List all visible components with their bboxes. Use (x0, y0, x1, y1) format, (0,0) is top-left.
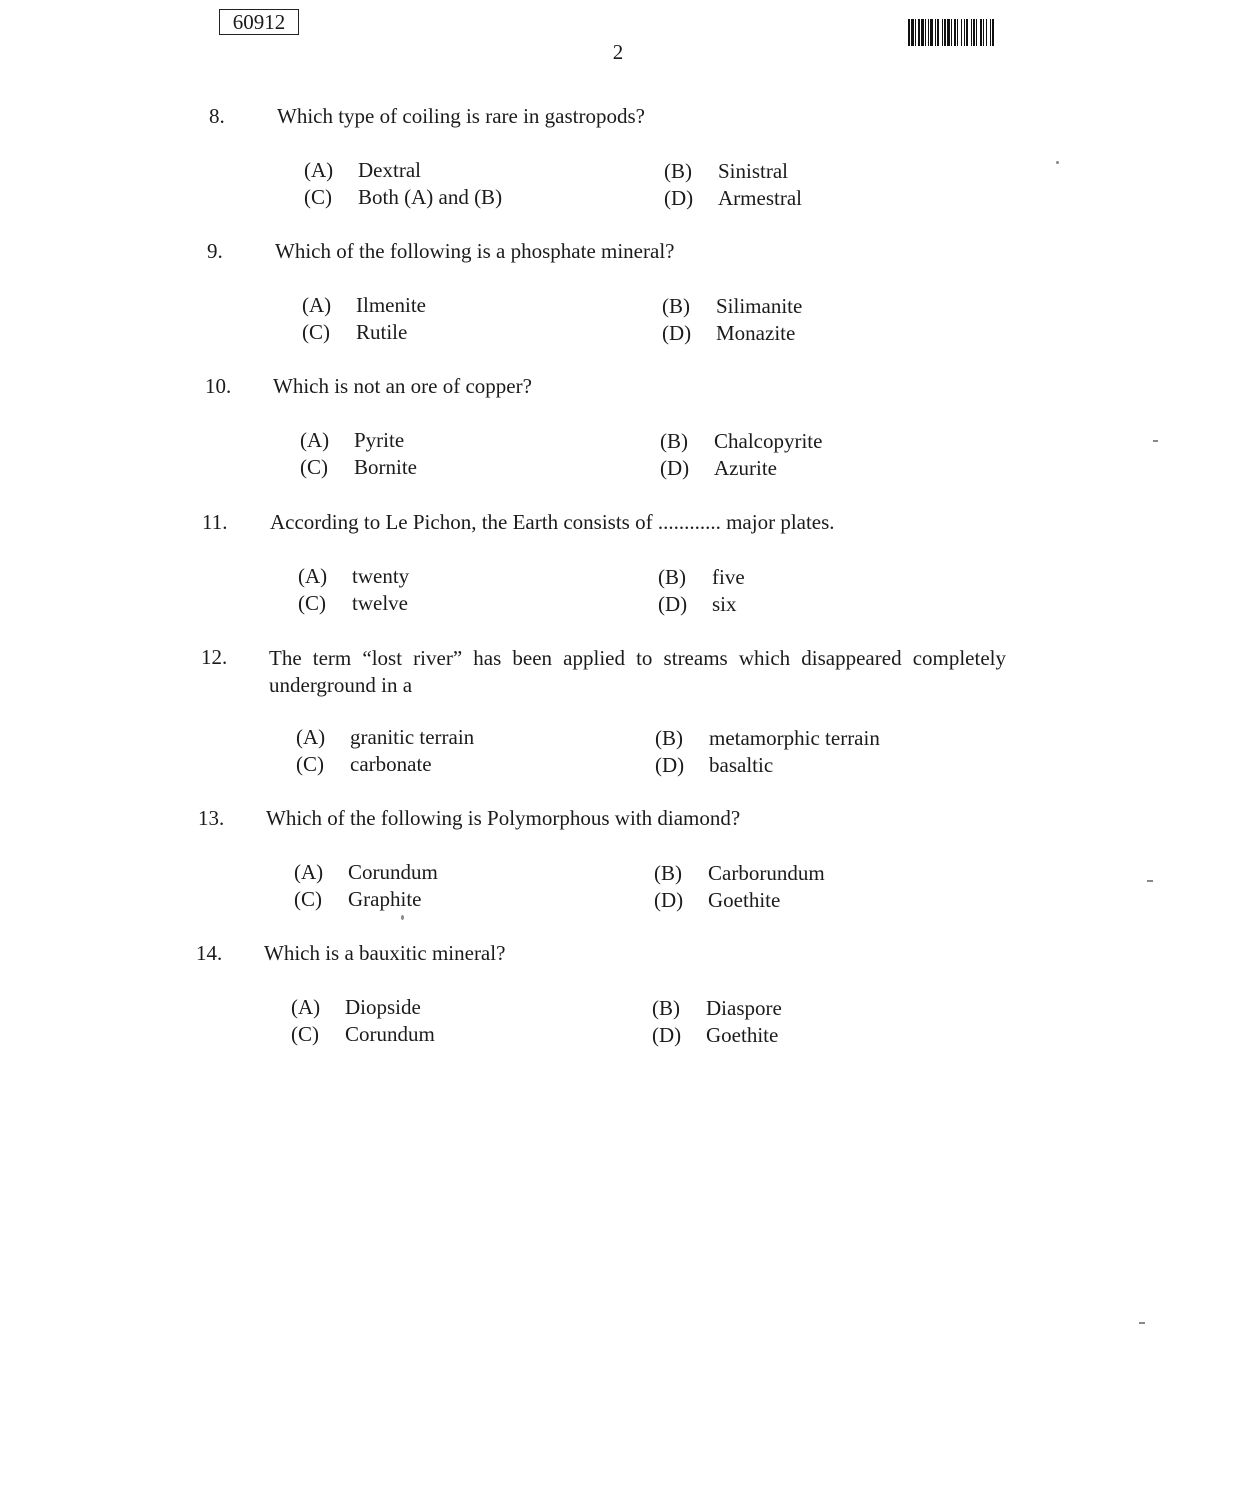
option-text: six (712, 592, 737, 616)
option-b (655, 726, 880, 751)
question-text: Which of the following is Polymorphous with diamond? (266, 806, 741, 830)
page-number: 2 (612, 40, 624, 64)
option-letter: (D) (654, 888, 684, 912)
barcode-bar (911, 19, 914, 46)
option-text: Graphite (348, 887, 422, 911)
barcode-bar (925, 19, 926, 46)
option-letter: (C) (304, 185, 332, 209)
option-d (660, 456, 777, 481)
option-text: Carborundum (708, 861, 825, 885)
question-number: 12. (201, 645, 228, 669)
option-text: Goethite (708, 888, 781, 912)
option-letter: (C) (291, 1022, 319, 1046)
option-letter: (B) (660, 429, 688, 453)
option-a (298, 564, 409, 589)
option-b (662, 294, 802, 319)
option-text: five (712, 565, 745, 589)
barcode-bar (990, 19, 991, 46)
option-letter: (D) (660, 456, 690, 480)
option-a (304, 158, 421, 183)
option-text: Armestral (718, 186, 802, 210)
option-text: Corundum (348, 860, 438, 884)
barcode-icon (908, 19, 1062, 46)
paper-code-box (219, 9, 299, 35)
question-number: 10. (205, 374, 232, 398)
option-text: Silimanite (716, 294, 803, 318)
option-letter: (D) (662, 321, 692, 345)
question-text: Which of the following is a phosphate mineral? (275, 239, 675, 263)
option-a (296, 725, 474, 750)
barcode-bar (964, 19, 965, 46)
option-text: metamorphic terrain (709, 726, 880, 750)
scan-speck (1056, 161, 1059, 164)
scan-speck (401, 915, 404, 920)
option-a (291, 995, 421, 1020)
barcode-bar (961, 19, 962, 46)
option-a (294, 860, 438, 885)
paper-code: 60912 (232, 10, 286, 34)
option-d (652, 1023, 778, 1048)
option-letter: (B) (658, 565, 686, 589)
option-text: Monazite (716, 321, 796, 345)
barcode-bar (908, 19, 910, 46)
barcode-bar (930, 19, 933, 46)
option-text: Corundum (345, 1022, 435, 1046)
option-d (658, 592, 737, 617)
option-letter: (B) (664, 159, 692, 183)
option-text: Diaspore (706, 996, 782, 1020)
option-text: Chalcopyrite (714, 429, 823, 453)
barcode-bar (992, 19, 994, 46)
option-letter: (D) (658, 592, 688, 616)
barcode-bar (951, 19, 952, 46)
question-text: Which is a bauxitic mineral? (264, 941, 506, 965)
question-text: Which is not an ore of copper? (273, 374, 532, 398)
option-letter: (A) (304, 158, 334, 182)
option-text: Rutile (356, 320, 408, 344)
barcode-bar (971, 19, 972, 46)
option-letter: (D) (655, 753, 685, 777)
option-text: Goethite (706, 1023, 779, 1047)
scan-speck (1147, 880, 1153, 882)
option-c (291, 1022, 435, 1047)
option-b (652, 996, 782, 1021)
option-d (654, 888, 780, 913)
question-number: 11. (202, 510, 228, 534)
option-text: twenty (352, 564, 410, 588)
barcode-bar (973, 19, 975, 46)
option-text: carbonate (350, 752, 432, 776)
barcode-bar (976, 19, 977, 46)
option-c (296, 752, 432, 777)
question-number: 13. (198, 806, 225, 830)
option-c (304, 185, 502, 210)
option-letter: (C) (294, 887, 322, 911)
option-text: Pyrite (354, 428, 405, 452)
option-b (654, 861, 825, 886)
option-c (298, 591, 408, 616)
option-c (300, 455, 417, 480)
option-b (664, 159, 788, 184)
option-letter: (C) (298, 591, 326, 615)
option-letter: (B) (654, 861, 682, 885)
option-text: Sinistral (718, 159, 789, 183)
barcode-bar (957, 19, 958, 46)
option-d (655, 753, 773, 778)
barcode-bar (935, 19, 936, 46)
scan-speck (1139, 1322, 1145, 1324)
option-c (302, 320, 407, 345)
barcode-bar (954, 19, 956, 46)
option-letter: (B) (662, 294, 690, 318)
option-text: Ilmenite (356, 293, 426, 317)
option-text: basaltic (709, 753, 774, 777)
barcode-bar (983, 19, 984, 46)
question-text: Which type of coiling is rare in gastropods? (277, 104, 645, 128)
option-a (302, 293, 426, 318)
barcode-bar (986, 19, 987, 46)
barcode-bar (915, 19, 916, 46)
question-text: The term “lost river” has been applied to streams which disappeared completely underground in a (269, 646, 1006, 697)
option-text: Dextral (358, 158, 421, 182)
question-text: According to Le Pichon, the Earth consists of ............ major plates. (270, 510, 835, 534)
option-d (664, 186, 802, 211)
question-number: 9. (207, 239, 223, 263)
barcode-bar (947, 19, 950, 46)
option-b (660, 429, 822, 454)
barcode-bar (918, 19, 920, 46)
option-letter: (A) (300, 428, 330, 452)
option-a (300, 428, 404, 453)
option-text: Azurite (714, 456, 777, 480)
option-letter: (D) (652, 1023, 682, 1047)
option-letter: (A) (298, 564, 328, 588)
option-letter: (B) (652, 996, 680, 1020)
question-number: 14. (196, 941, 223, 965)
barcode-bar (966, 19, 968, 46)
barcode-bar (937, 19, 939, 46)
option-letter: (A) (302, 293, 332, 317)
option-d (662, 321, 795, 346)
option-letter: (A) (291, 995, 321, 1019)
option-c (294, 887, 421, 912)
option-text: Bornite (354, 455, 417, 479)
barcode-bar (921, 19, 924, 46)
scan-speck (1153, 440, 1158, 442)
barcode-bar (944, 19, 946, 46)
question-number: 8. (209, 104, 225, 128)
option-text: Both (A) and (B) (358, 185, 503, 209)
barcode-bar (980, 19, 982, 46)
option-letter: (B) (655, 726, 683, 750)
barcode-bar (928, 19, 929, 46)
option-text: Diopside (345, 995, 421, 1019)
option-letter: (A) (294, 860, 324, 884)
option-b (658, 565, 745, 590)
option-text: twelve (352, 591, 408, 615)
option-letter: (C) (296, 752, 324, 776)
option-letter: (C) (300, 455, 328, 479)
option-text: granitic terrain (350, 725, 475, 749)
barcode-bar (942, 19, 943, 46)
option-letter: (D) (664, 186, 694, 210)
option-letter: (A) (296, 725, 326, 749)
option-letter: (C) (302, 320, 330, 344)
